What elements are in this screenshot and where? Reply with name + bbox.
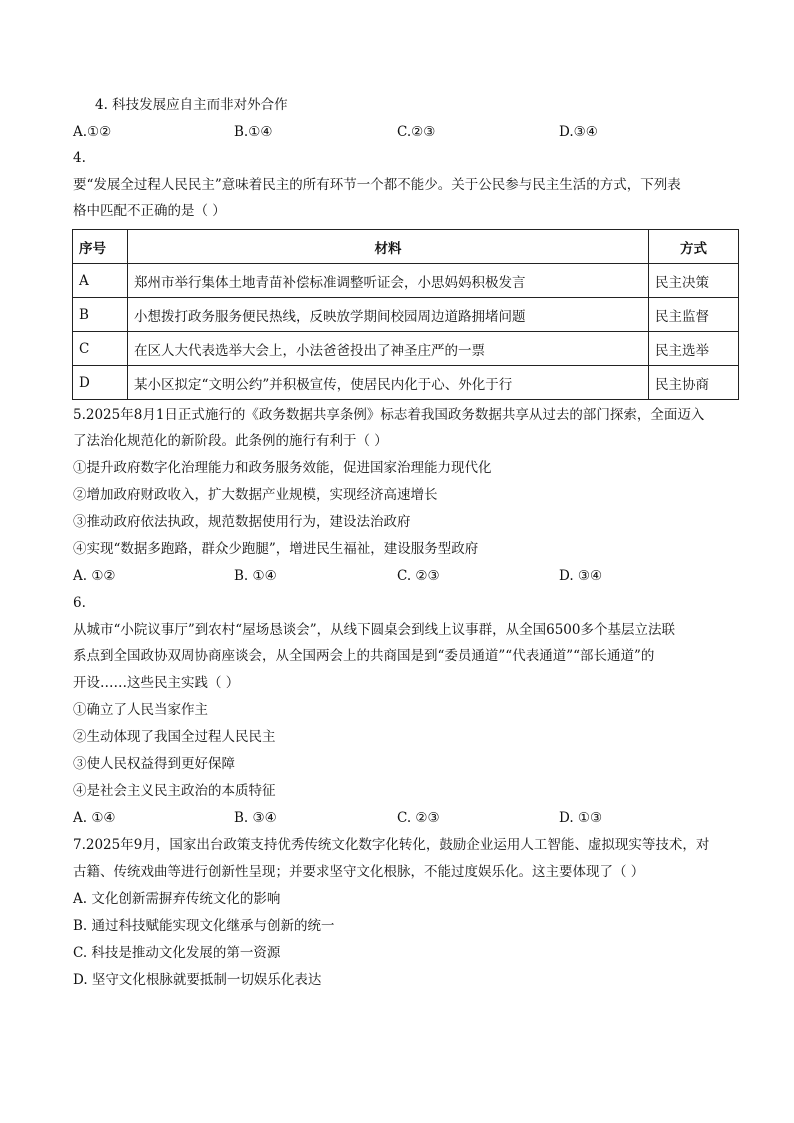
option-a: A. ①②	[73, 568, 116, 584]
q6-statement-3: ③使人民权益得到更好保障	[73, 756, 235, 772]
q7-choice-b: B. 通过科技赋能实现文化继承与创新的统一	[73, 918, 335, 934]
row-material: 某小区拟定“文明公约”并积极宣传，使居民内化于心、外化于行	[128, 366, 649, 400]
q7-choice-a: A. 文化创新需摒弃传统文化的影响	[73, 891, 281, 907]
q4-prev-options	[73, 122, 713, 142]
row-index: B	[73, 298, 128, 332]
q6-stem-line1: 从城市“小院议事厅”到农村“屋场恳谈会”，从线下圆桌会到线上议事群，从全国6500多个基层立法联	[73, 622, 675, 638]
option-a: A.①②	[73, 124, 112, 140]
q4-stem-line2: 格中匹配不正确的是（ ）	[73, 203, 226, 219]
q5-stem-line2: 了法治化规范化的新阶段。此条例的施行有利于（ ）	[73, 433, 388, 449]
table-header-row	[73, 230, 739, 264]
row-material: 在区人大代表选举大会上，小法爸爸投出了神圣庄严的一票	[128, 332, 649, 366]
option-b: B. ③④	[234, 810, 277, 826]
q5-stem-line1: 5.2025年8月1日正式施行的《政务数据共享条例》标志着我国政务数据共享从过去的部门探索，全面迈入	[73, 407, 705, 423]
q5-statement-2: ②增加政府财政收入，扩大数据产业规模，实现经济高速增长	[73, 487, 438, 503]
option-a: A. ①④	[73, 810, 116, 826]
q4-statement-4: 4. 科技发展应自主而非对外合作	[95, 97, 288, 113]
row-index: C	[73, 332, 128, 366]
q5-statement-4: ④实现“数据多跑路，群众少跑腿”，增进民生福祉，建设服务型政府	[73, 541, 479, 557]
row-method: 民主决策	[649, 264, 739, 298]
q7-stem-line2: 古籍、传统戏曲等进行创新性呈现；并要求坚守文化根脉，不能过度娱乐化。这主要体现了（ ）	[73, 864, 645, 880]
row-material: 小想拨打政务服务便民热线，反映放学期间校园周边道路拥堵问题	[128, 298, 649, 332]
option-c: C.②③	[397, 124, 436, 140]
option-b: B. ①④	[234, 568, 277, 584]
row-method: 民主协商	[649, 366, 739, 400]
row-method: 民主选举	[649, 332, 739, 366]
q5-statement-3: ③推动政府依法执政，规范数据使用行为，建设法治政府	[73, 514, 411, 530]
q6-stem-line3: 开设……这些民主实践（ ）	[73, 675, 240, 691]
option-c: C. ②③	[397, 568, 440, 584]
q5-statement-1: ①提升政府数字化治理能力和政务服务效能，促进国家治理能力现代化	[73, 460, 492, 476]
q5-options	[73, 566, 713, 586]
table-row	[73, 298, 739, 332]
q4-table	[72, 229, 739, 400]
q6-statement-4: ④是社会主义民主政治的本质特征	[73, 783, 276, 799]
row-method: 民主监督	[649, 298, 739, 332]
q7-choice-d: D. 坚守文化根脉就要抵制一切娱乐化表达	[73, 972, 322, 988]
row-index: A	[73, 264, 128, 298]
q6-statement-2: ②生动体现了我国全过程人民民主	[73, 729, 276, 745]
q7-choice-c: C. 科技是推动文化发展的第一资源	[73, 945, 281, 961]
option-d: D. ③④	[559, 568, 603, 584]
option-c: C. ②③	[397, 810, 440, 826]
table-row	[73, 264, 739, 298]
option-b: B.①④	[234, 124, 273, 140]
q6-statement-1: ①确立了人民当家作主	[73, 702, 208, 718]
table-row	[73, 366, 739, 400]
q6-options	[73, 808, 713, 828]
header-material: 材料	[128, 230, 649, 264]
q7-stem-line1: 7.2025年9月，国家出台政策支持优秀传统文化数字化转化，鼓励企业运用人工智能、虚拟现实等技术，对	[73, 837, 710, 853]
row-material: 郑州市举行集体土地青苗补偿标准调整听证会，小思妈妈积极发言	[128, 264, 649, 298]
option-d: D.③④	[559, 124, 598, 140]
header-method: 方式	[649, 230, 739, 264]
q4-number: 4.	[73, 150, 86, 166]
table-row	[73, 332, 739, 366]
option-d: D. ①③	[559, 810, 603, 826]
q6-number: 6.	[73, 595, 86, 611]
q4-stem-line1: 要“发展全过程人民民主”意味着民主的所有环节一个都不能少。关于公民参与民主生活的方式，下列表	[73, 177, 681, 193]
row-index: D	[73, 366, 128, 400]
q6-stem-line2: 系点到全国政协双周协商座谈会，从全国两会上的共商国是到“委员通道”“代表通道”“部长通道”的	[73, 648, 655, 664]
header-index: 序号	[73, 230, 128, 264]
